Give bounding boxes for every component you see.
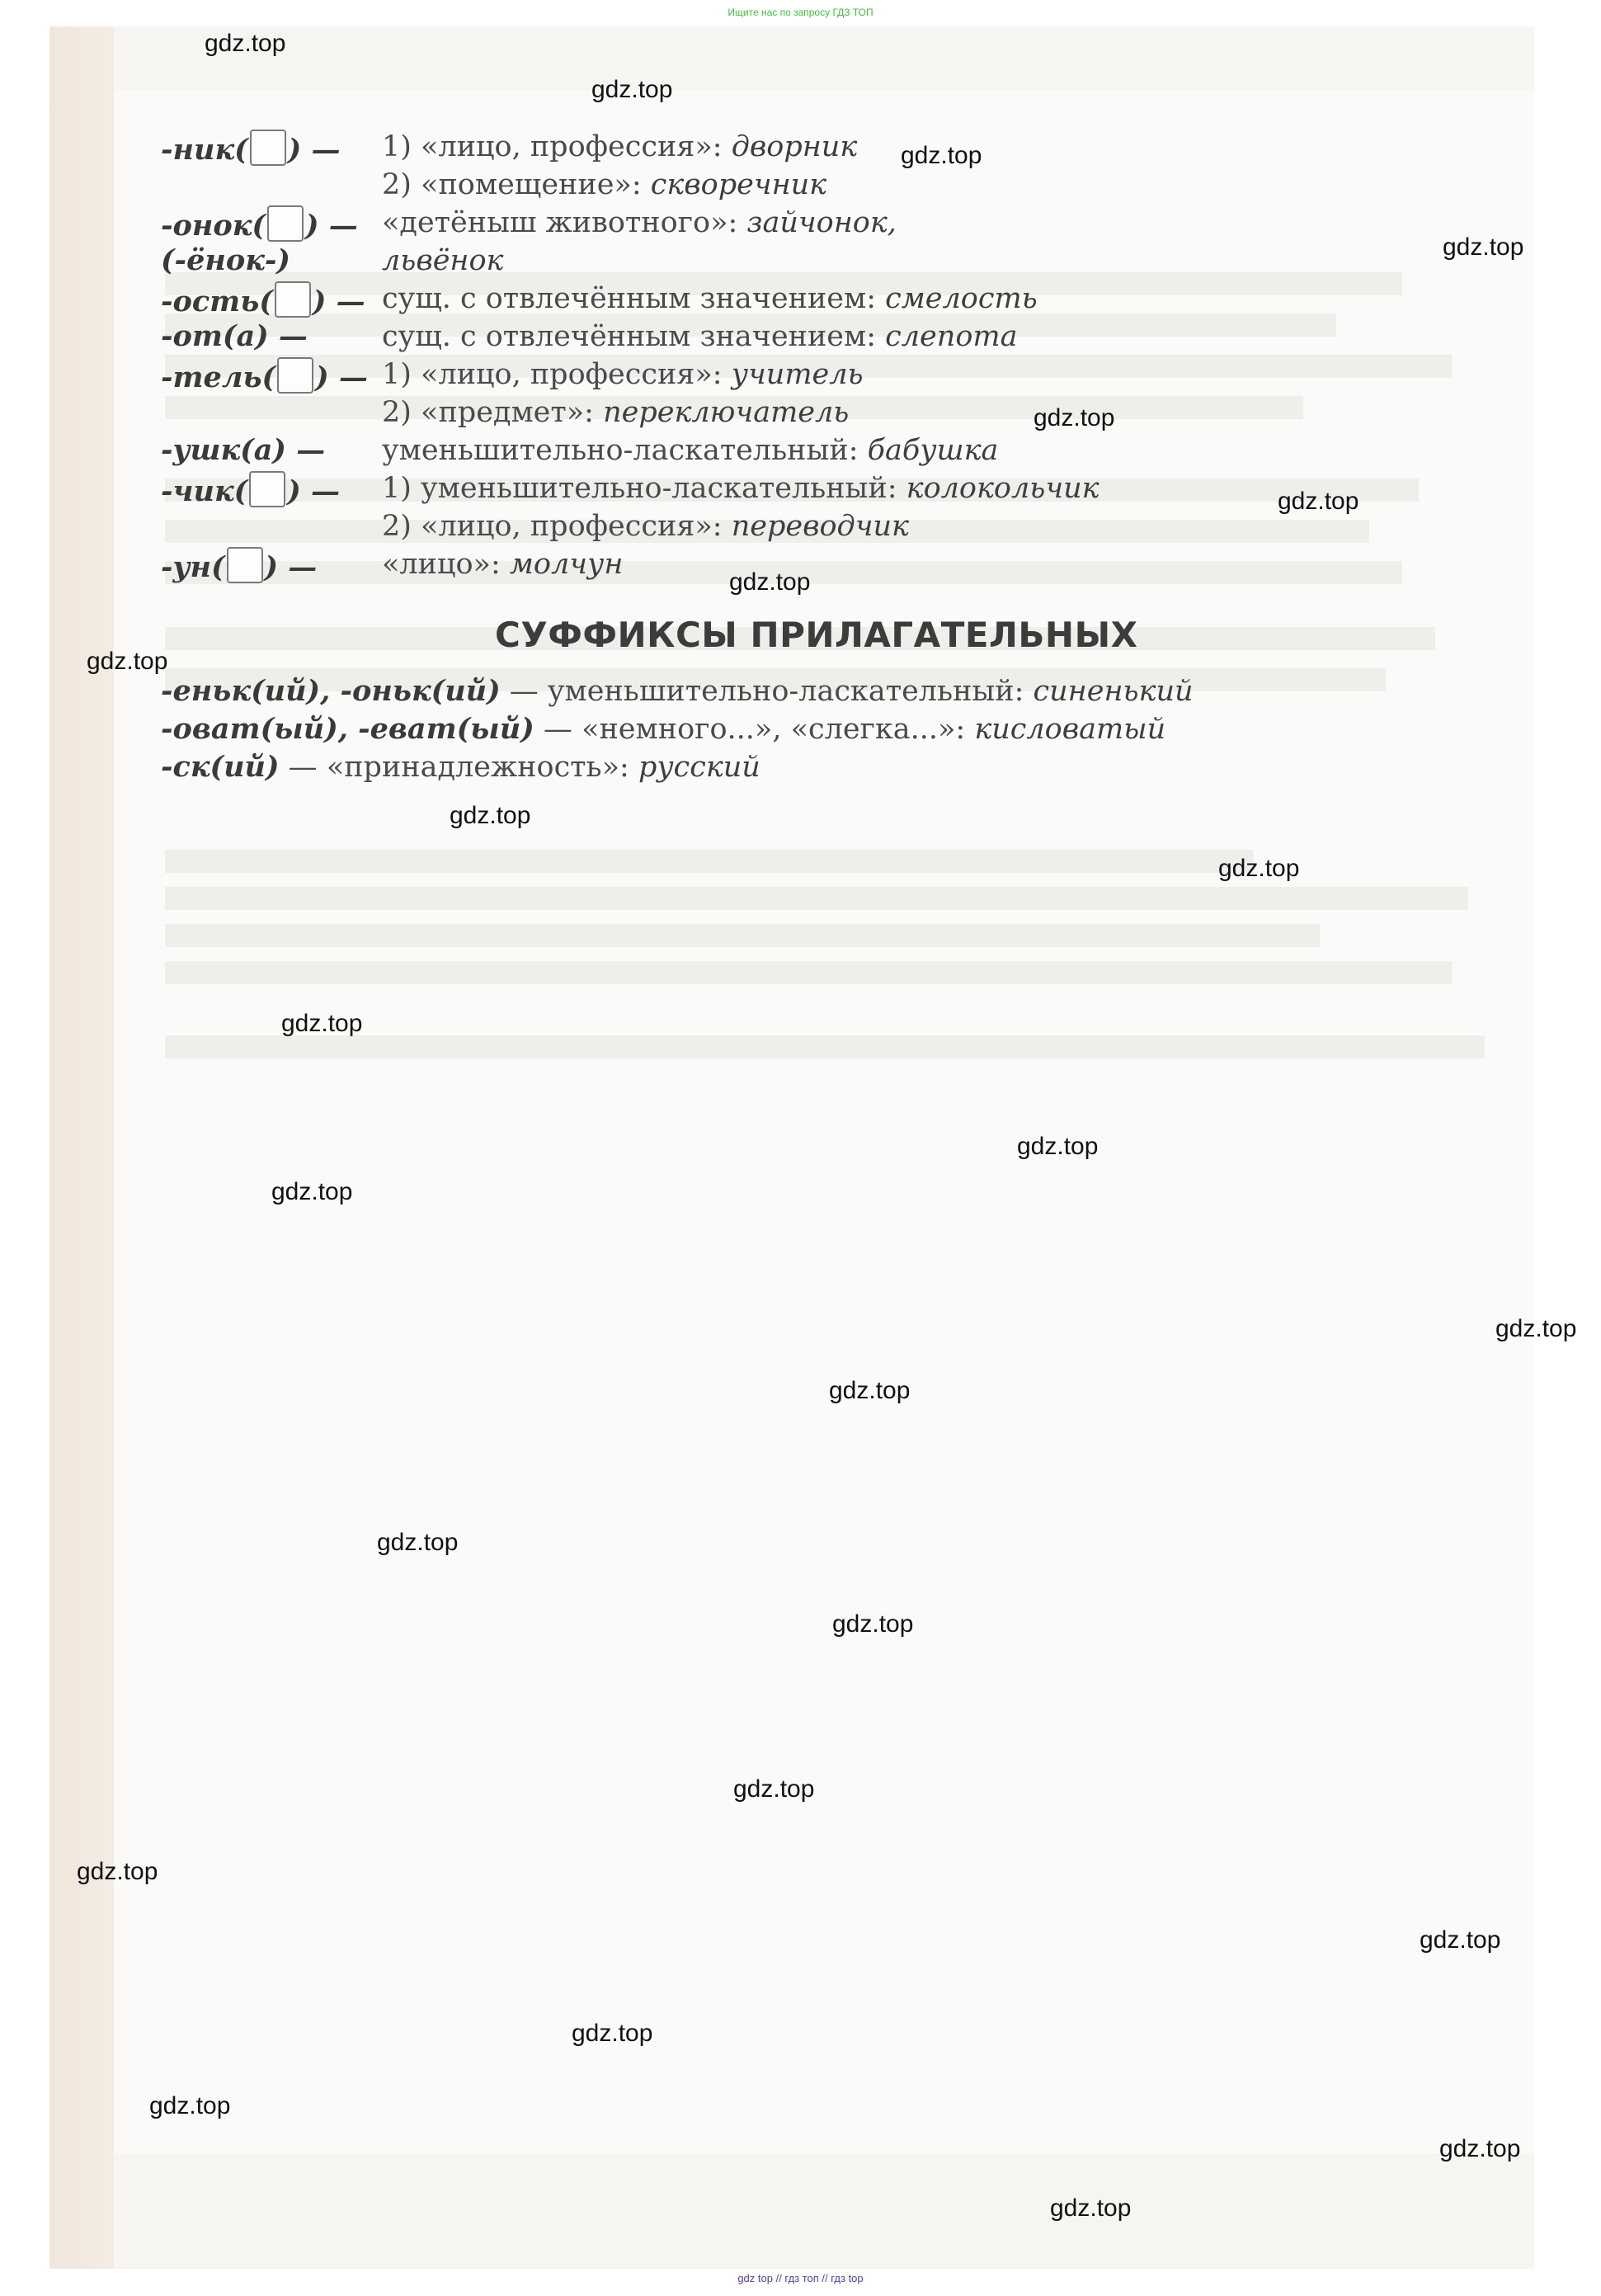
example-word: зайчонок, bbox=[746, 206, 897, 239]
definition-line bbox=[382, 130, 857, 164]
definition-line bbox=[382, 357, 864, 392]
dash: — bbox=[279, 751, 327, 784]
example-word: переводчик bbox=[731, 510, 909, 543]
example-word: колокольчик bbox=[906, 472, 1100, 505]
suffix-text: -ник( bbox=[161, 133, 248, 167]
suffix-un bbox=[161, 547, 317, 585]
definition-line bbox=[382, 243, 503, 278]
suffix-text: -еньк(ий), -оньк(ий) bbox=[161, 674, 501, 708]
definition-line bbox=[382, 319, 1017, 354]
watermark: gdz.top bbox=[733, 1775, 815, 1803]
example-word: дворник bbox=[731, 130, 858, 163]
watermark: gdz.top bbox=[149, 2092, 231, 2119]
adjective-suffix-row bbox=[161, 712, 1165, 747]
definition-text: «детёныш животного»: bbox=[382, 206, 747, 239]
example-word: скворечник bbox=[650, 168, 827, 201]
bleed-through-line bbox=[165, 924, 1320, 947]
bleed-through-line bbox=[165, 850, 1254, 873]
watermark: gdz.top bbox=[1439, 2135, 1521, 2162]
suffix-end: ) — bbox=[264, 550, 318, 584]
bleed-through-line bbox=[165, 961, 1452, 984]
definition-line bbox=[382, 395, 849, 430]
suffix-text: -онок( bbox=[161, 209, 266, 243]
morpheme-suffix-box bbox=[249, 471, 285, 507]
watermark: gdz.top bbox=[281, 1010, 363, 1037]
definition-text: «немного...», «слегка...»: bbox=[582, 713, 975, 746]
definition-text: уменьшительно-ласкательный: bbox=[547, 675, 1034, 708]
definition-text: 2) «предмет»: bbox=[382, 396, 604, 429]
watermark: gdz.top bbox=[205, 30, 286, 57]
suffix-end: ) — bbox=[315, 361, 368, 394]
morpheme-suffix-box bbox=[277, 357, 313, 394]
definition-line bbox=[382, 433, 998, 468]
bleed-through-line bbox=[165, 887, 1468, 910]
definition-text: сущ. с отвлечённым значением: bbox=[382, 282, 886, 315]
example-word: смелость bbox=[885, 282, 1038, 315]
watermark: gdz.top bbox=[77, 1858, 158, 1885]
morpheme-suffix-box bbox=[275, 281, 311, 318]
suffix-ota bbox=[161, 319, 308, 354]
watermark: gdz.top bbox=[87, 648, 168, 675]
suffix-text: (-ёнок-) bbox=[161, 243, 290, 277]
definition-text: 2) «помещение»: bbox=[382, 168, 651, 201]
watermark: gdz.top bbox=[377, 1529, 459, 1556]
watermark: gdz.top bbox=[1017, 1133, 1099, 1160]
suffix-text: -ость( bbox=[161, 285, 273, 318]
example-word: бабушка bbox=[867, 434, 999, 467]
example-word: молчун bbox=[509, 548, 624, 581]
definition-text: сущ. с отвлечённым значением: bbox=[382, 320, 886, 353]
suffix-yonok bbox=[161, 243, 290, 278]
definition-line bbox=[382, 471, 1100, 506]
watermark: gdz.top bbox=[1495, 1315, 1577, 1342]
morpheme-suffix-box bbox=[250, 130, 286, 166]
adjective-suffix-row bbox=[161, 750, 760, 785]
definition-line bbox=[382, 281, 1038, 316]
example-word: учитель bbox=[731, 358, 864, 391]
example-word: слепота bbox=[885, 320, 1018, 353]
suffix-text: -чик( bbox=[161, 474, 248, 508]
definition-line bbox=[382, 205, 897, 240]
definition-text: «лицо»: bbox=[382, 548, 510, 581]
suffix-onok bbox=[161, 205, 358, 243]
suffix-chik bbox=[161, 471, 340, 509]
bottom-banner: gdz top // гдз топ // гдз top bbox=[737, 2272, 864, 2284]
definition-text: уменьшительно-ласкательный: bbox=[382, 434, 868, 467]
watermark: gdz.top bbox=[271, 1178, 353, 1205]
dash: — bbox=[500, 675, 548, 708]
watermark: gdz.top bbox=[1218, 855, 1300, 882]
watermark: gdz.top bbox=[829, 1377, 911, 1404]
watermark: gdz.top bbox=[1034, 404, 1115, 431]
watermark: gdz.top bbox=[1420, 1926, 1501, 1954]
suffix-text: -тель( bbox=[161, 361, 276, 394]
example-word: львёнок bbox=[382, 244, 504, 277]
watermark: gdz.top bbox=[832, 1610, 914, 1638]
dash: — bbox=[534, 713, 582, 746]
suffix-text: -ск(ий) bbox=[161, 750, 280, 784]
suffix-tel bbox=[161, 357, 368, 395]
watermark: gdz.top bbox=[1278, 488, 1359, 515]
definition-line bbox=[382, 509, 909, 544]
suffix-text: -ун( bbox=[161, 550, 225, 584]
example-word: кисловатый bbox=[974, 713, 1166, 746]
watermark: gdz.top bbox=[1050, 2195, 1132, 2222]
watermark: gdz.top bbox=[450, 802, 531, 829]
definition-text: 1) уменьшительно-ласкательный: bbox=[382, 472, 906, 505]
adjective-suffix-row bbox=[161, 674, 1194, 709]
suffix-text: -от(а) — bbox=[161, 319, 308, 353]
suffix-ost bbox=[161, 281, 365, 319]
watermark: gdz.top bbox=[572, 2020, 653, 2047]
definition-line bbox=[382, 547, 623, 582]
suffix-text: -ушк(а) — bbox=[161, 433, 326, 467]
morpheme-suffix-box bbox=[227, 547, 263, 583]
definition-text: 2) «лицо, профессия»: bbox=[382, 510, 732, 543]
suffix-ushka bbox=[161, 433, 325, 468]
example-word: переключатель bbox=[603, 396, 850, 429]
watermark: gdz.top bbox=[1443, 233, 1524, 261]
watermark: gdz.top bbox=[729, 568, 811, 596]
bleed-through-line bbox=[165, 1035, 1485, 1058]
watermark: gdz.top bbox=[901, 142, 982, 169]
top-banner: Ищите нас по запросу ГДЗ ТОП bbox=[728, 7, 873, 18]
watermark: gdz.top bbox=[591, 76, 673, 103]
suffix-end: ) — bbox=[287, 133, 341, 167]
morpheme-suffix-box bbox=[267, 205, 304, 242]
suffix-end: ) — bbox=[304, 209, 358, 243]
section-heading-adjective-suffixes: СУФФИКСЫ ПРИЛАГАТЕЛЬНЫХ bbox=[495, 615, 1138, 655]
definition-text: «принадлежность»: bbox=[326, 751, 638, 784]
suffix-text: -оват(ый), -еват(ый) bbox=[161, 712, 534, 746]
suffix-end: ) — bbox=[312, 285, 365, 318]
example-word: русский bbox=[638, 751, 760, 784]
example-word: синенький bbox=[1033, 675, 1194, 708]
suffix-end: ) — bbox=[287, 474, 340, 508]
page-gutter-shade bbox=[49, 26, 114, 2269]
definition-text: 1) «лицо, профессия»: bbox=[382, 130, 732, 163]
definition-text: 1) «лицо, профессия»: bbox=[382, 358, 732, 391]
definition-line bbox=[382, 167, 826, 202]
suffix-nik bbox=[161, 130, 341, 167]
